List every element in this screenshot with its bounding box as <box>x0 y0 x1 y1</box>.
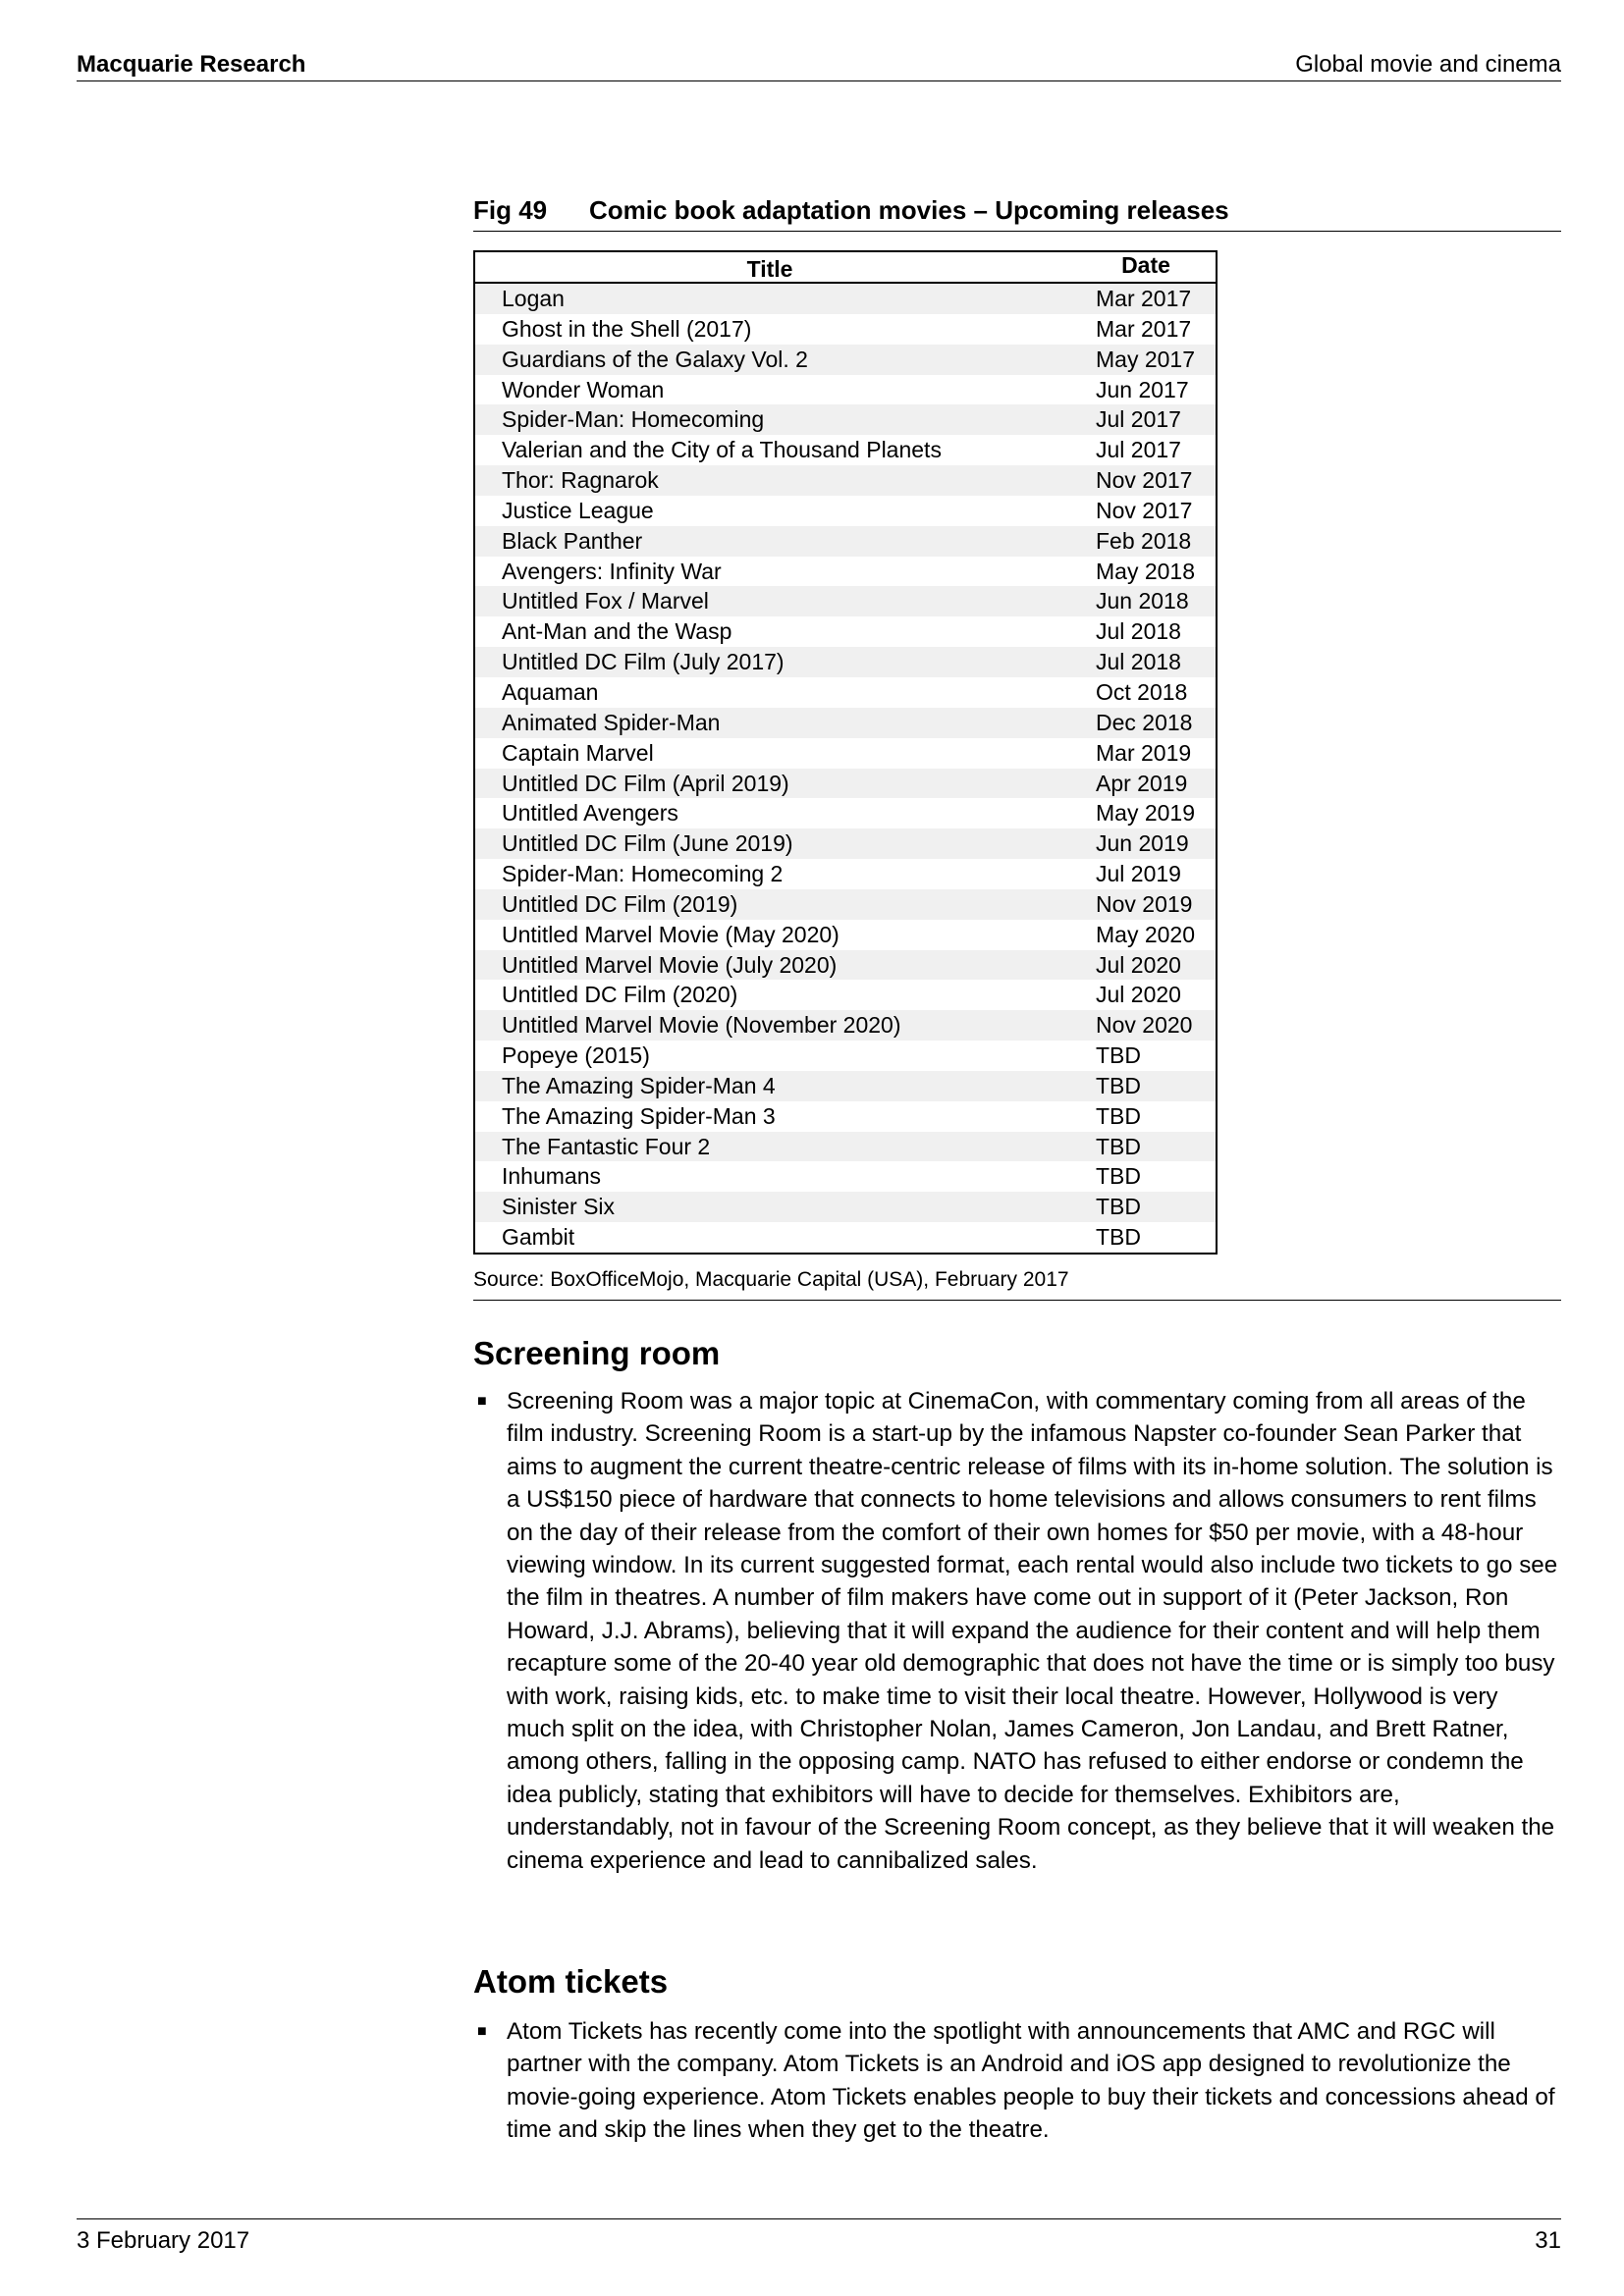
cell-date: Nov 2017 <box>1096 497 1193 523</box>
table-header <box>475 252 1216 284</box>
cell-title: Untitled Avengers <box>502 800 678 827</box>
table-row <box>475 980 1216 1010</box>
cell-title: Justice League <box>502 497 654 523</box>
table-row <box>475 586 1216 616</box>
cell-title: Aquaman <box>502 678 599 705</box>
section-heading-atom-tickets: Atom tickets <box>473 1963 669 2000</box>
table-row <box>475 677 1216 708</box>
page-footer <box>77 2218 1561 2259</box>
cell-date: TBD <box>1096 1194 1141 1220</box>
cell-title: Black Panther <box>502 527 643 554</box>
bullet-screening-room <box>473 1385 1561 1877</box>
cell-title: Sinister Six <box>502 1194 616 1220</box>
cell-date: Mar 2019 <box>1096 739 1192 766</box>
section-heading-screening-room: Screening room <box>473 1335 721 1371</box>
cell-title: Thor: Ragnarok <box>502 467 659 494</box>
table-row <box>475 738 1216 769</box>
cell-date: Jul 2019 <box>1096 861 1181 887</box>
cell-date: Jul 2017 <box>1096 406 1181 433</box>
table-row <box>475 1010 1216 1041</box>
table-row <box>475 1132 1216 1162</box>
figure-source: Source: BoxOfficeMojo, Macquarie Capital (USA), February 2017 <box>473 1268 1561 1301</box>
cell-date: Jul 2020 <box>1096 982 1181 1008</box>
cell-title: Untitled Marvel Movie (November 2020) <box>502 1012 901 1039</box>
cell-date: Apr 2019 <box>1096 770 1188 796</box>
cell-title: Captain Marvel <box>502 739 654 766</box>
cell-date: TBD <box>1096 1102 1141 1129</box>
cell-date: May 2020 <box>1096 921 1196 947</box>
cell-title: The Amazing Spider-Man 4 <box>502 1072 776 1098</box>
table-row <box>475 284 1216 314</box>
cell-date: Nov 2019 <box>1096 890 1193 917</box>
table-row <box>475 1192 1216 1222</box>
cell-title: Untitled DC Film (2019) <box>502 890 738 917</box>
cell-date: Mar 2017 <box>1096 286 1192 311</box>
table-row <box>475 345 1216 375</box>
table-row <box>475 1101 1216 1132</box>
column-header-date: Date <box>1121 252 1170 278</box>
report-title: Global movie and cinema <box>1295 51 1561 78</box>
table-row <box>475 314 1216 345</box>
table-row <box>475 798 1216 828</box>
bullet-marker: ■ <box>477 2023 487 2040</box>
cell-date: TBD <box>1096 1072 1141 1098</box>
cell-date: May 2017 <box>1096 346 1196 372</box>
footer-date: 3 February 2017 <box>77 2227 250 2254</box>
cell-title: Inhumans <box>502 1163 602 1190</box>
bullet-marker: ■ <box>477 1393 487 1410</box>
cell-date: Nov 2017 <box>1096 467 1193 494</box>
cell-date: Jun 2019 <box>1096 830 1189 857</box>
table-row <box>475 404 1216 435</box>
cell-title: Untitled DC Film (June 2019) <box>502 830 793 857</box>
table-row <box>475 616 1216 647</box>
cell-title: The Fantastic Four 2 <box>502 1133 711 1159</box>
cell-date: Jul 2020 <box>1096 951 1181 978</box>
bullet-text: Atom Tickets has recently come into the spotlight with announcements that AMC and RGC will partner with the company. Atom Tickets is an Android and iOS app designed to revolutionize the movie-going experience. Atom Tickets enables people to buy their tickets and concessions ahead of time and skip the lines when they get to the theatre. <box>507 2018 1555 2144</box>
cell-date: Jul 2018 <box>1096 618 1181 645</box>
table-row <box>475 1222 1216 1253</box>
cell-title: Untitled Marvel Movie (May 2020) <box>502 921 839 947</box>
cell-date: May 2018 <box>1096 558 1196 584</box>
cell-title: Gambit <box>502 1224 575 1251</box>
page-number: 31 <box>1535 2227 1561 2254</box>
cell-date: Mar 2017 <box>1096 315 1192 342</box>
figure-title <box>473 193 1561 232</box>
cell-title: Untitled Fox / Marvel <box>502 588 709 614</box>
page-header <box>77 49 1561 81</box>
cell-title: Spider-Man: Homecoming <box>502 406 765 433</box>
cell-date: TBD <box>1096 1042 1141 1069</box>
cell-title: Animated Spider-Man <box>502 709 721 735</box>
table-row <box>475 375 1216 405</box>
table-row <box>475 647 1216 677</box>
cell-date: TBD <box>1096 1163 1141 1190</box>
cell-date: Oct 2018 <box>1096 678 1188 705</box>
cell-title: Popeye (2015) <box>502 1042 650 1069</box>
table-row <box>475 708 1216 738</box>
cell-date: Jul 2018 <box>1096 649 1181 675</box>
table-row <box>475 828 1216 859</box>
cell-title: Untitled Marvel Movie (July 2020) <box>502 951 838 978</box>
cell-date: Feb 2018 <box>1096 527 1192 554</box>
figure-caption: Comic book adaptation movies – Upcoming releases <box>589 195 1229 225</box>
table-row <box>475 920 1216 950</box>
cell-title: Ant-Man and the Wasp <box>502 618 732 645</box>
cell-date: TBD <box>1096 1133 1141 1159</box>
bullet-text: Screening Room was a major topic at CinemaCon, with commentary coming from all areas of the film industry. Screening Room is a start-up by the infamous Napster co-founder Sean Parker that aims to augment the current theatre-centric release of films with its in-home solution. The solution is a US$150 piece of hardware that connects to home televisions and allows consumers to rent films on the day of their release from the comfort of their own homes for $50 per movie, with a 48-hour viewing window. In its current suggested format, each rental would also include two tickets to go see the film in theatres. A number of film makers have come out in support of it (Peter Jackson, Ron Howard, J.J. Abrams), believing that it will expand the audience for their content and will help them recapture some of the 20-40 year old demographic that does not have the time or is simply too busy with work, raising kids, etc. to make time to visit their local theatre. However, Hollywood is very much split on the idea, with Christopher Nolan, James Cameron, Jon Landau, and Brett Ratner, among others, falling in the opposing camp. NATO has refused to either endorse or condemn the idea publicly, stating that exhibitors will have to decide for themselves. Exhibitors are, understandably, not in favour of the Screening Room concept, as they believe that it will weaken the cinema experience and lead to cannibalized sales. <box>507 1388 1558 1874</box>
releases-table <box>473 250 1218 1255</box>
table-row <box>475 465 1216 496</box>
table-row <box>475 889 1216 920</box>
cell-title: Untitled DC Film (April 2019) <box>502 770 789 796</box>
cell-title: Avengers: Infinity War <box>502 558 722 584</box>
cell-title: Untitled DC Film (2020) <box>502 982 738 1008</box>
cell-date: Jun 2017 <box>1096 376 1189 402</box>
cell-title: Valerian and the City of a Thousand Planets <box>502 437 942 463</box>
table-row <box>475 557 1216 587</box>
table-row <box>475 1041 1216 1071</box>
table-row <box>475 769 1216 799</box>
table-row <box>475 1071 1216 1101</box>
cell-date: Dec 2018 <box>1096 709 1193 735</box>
cell-date: May 2019 <box>1096 800 1196 827</box>
bullet-atom-tickets <box>473 2015 1561 2147</box>
table-row <box>475 1161 1216 1192</box>
figure-number: Fig 49 <box>473 195 548 225</box>
cell-title: Wonder Woman <box>502 376 665 402</box>
cell-date: Jul 2017 <box>1096 437 1181 463</box>
table-row <box>475 859 1216 889</box>
cell-date: Jun 2018 <box>1096 588 1189 614</box>
table-row <box>475 496 1216 526</box>
cell-title: Spider-Man: Homecoming 2 <box>502 861 784 887</box>
table-body <box>475 284 1216 1253</box>
publisher-name: Macquarie Research <box>77 51 306 78</box>
cell-date: Nov 2020 <box>1096 1012 1193 1039</box>
table-row <box>475 950 1216 981</box>
cell-title: Guardians of the Galaxy Vol. 2 <box>502 346 808 372</box>
cell-title: Ghost in the Shell (2017) <box>502 315 752 342</box>
cell-title: Logan <box>502 286 565 311</box>
table-row <box>475 526 1216 557</box>
cell-title: Untitled DC Film (July 2017) <box>502 649 785 675</box>
table-row <box>475 435 1216 465</box>
cell-date: TBD <box>1096 1224 1141 1251</box>
column-header-title: Title <box>746 256 793 282</box>
cell-title: The Amazing Spider-Man 3 <box>502 1102 776 1129</box>
